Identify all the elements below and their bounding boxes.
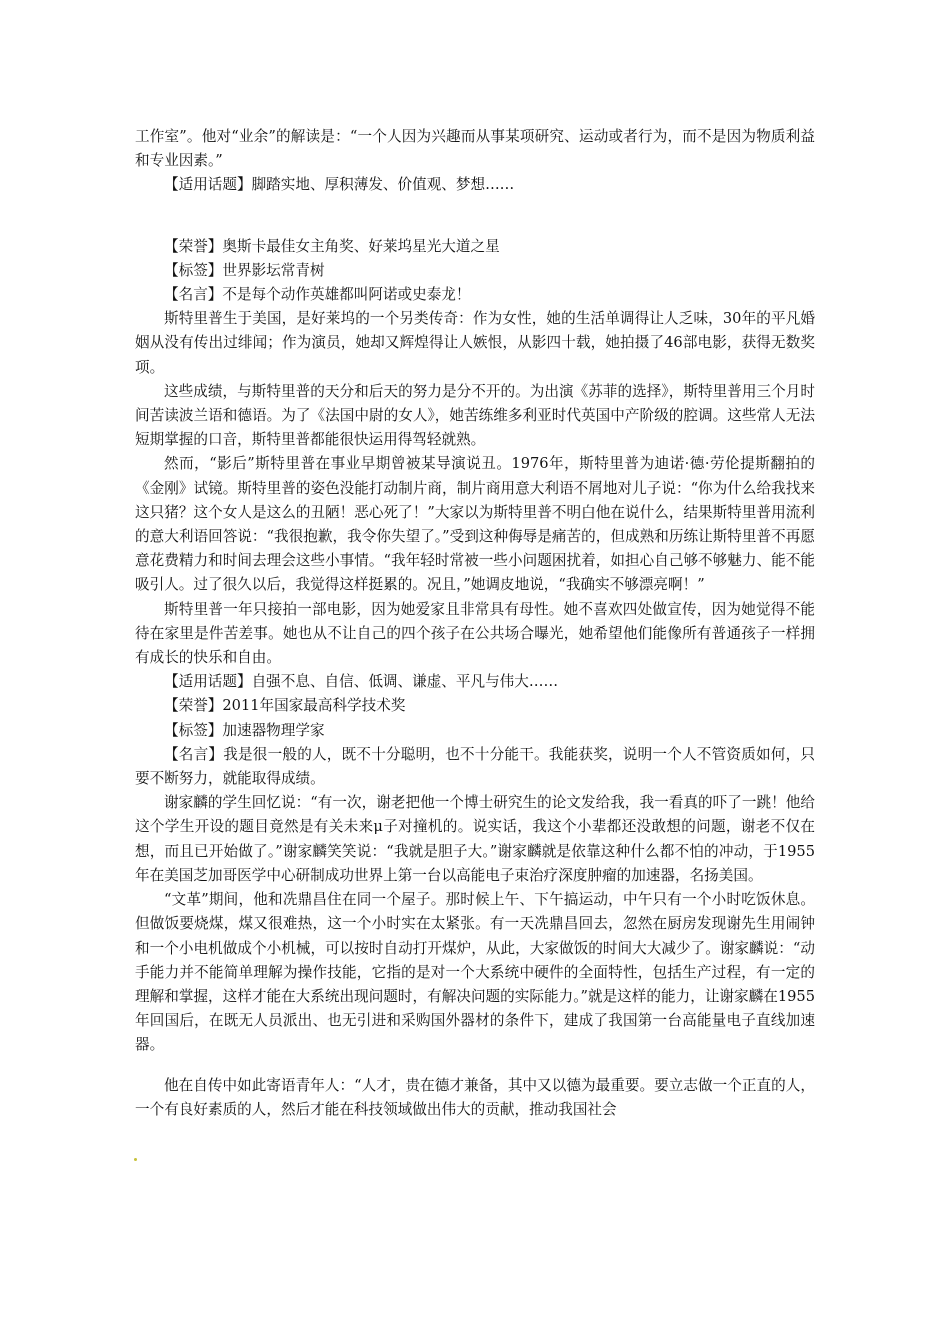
paragraph: 他在自传中如此寄语青年人：“人才，贵在德才兼备，其中又以德为最重要。要立志做一个正直的人，一个有良好素质的人，然后才能在科技领域做出伟大的贡献，推动我国社会: [135, 1076, 815, 1118]
paragraph: 【标签】加速器物理学家: [164, 721, 325, 739]
paragraph: 工作室”。他对“业余”的解读是：“一个人因为兴趣而从事某项研究、运动或者行为，而不是因为物质利益和专业因素。”: [135, 128, 815, 170]
paragraph: 【名言】我是很一般的人，既不十分聪明，也不十分能干。我能获奖，说明一个人不管资质如何，只要不断努力，就能取得成绩。: [135, 745, 815, 788]
paragraph: 这些成绩，与斯特里普的天分和后天的努力是分不开的。为出演《苏菲的选择》，斯特里普用三个月时间苦读波兰语和德语。为了《法国中尉的女人》，她苦练维多利亚时代英国中产阶级的腔调。这些常人无法短期掌握的口音，斯特里普都能很快运用得驾轻就熟。: [135, 382, 815, 449]
paragraph: 【荣誉】2011年国家最高科学技术奖: [164, 697, 406, 715]
paragraph: “文革”期间，他和冼鼎昌住在同一个屋子。那时候上午、下午搞运动，中午只有一个小时吃饭休息。但做饭要烧煤，煤又很难热，这一个小时实在太紧张。有一天冼鼎昌回去，忽然在厨房发现谢先生用闹钟和一个小电机做成个小机械，可以按时自动打开煤炉，从此，大家做饭的时间大大减少了。谢家麟说：“动手能力并不能简单理解为操作技能，它指的是对一个大系统中硬件的全面特性，包括生产过程，有一定的理解和掌握，这样才能在大系统出现问题时，有解决问题的实际能力。”就是这样的能力，让谢家麟在1955年回国后，在既无人员派出、也无引进和采购国外器材的条件下，建成了我国第一台高能量电子直线加速器。: [135, 891, 815, 1054]
stray-mark: [134, 1158, 137, 1161]
paragraph: 【名言】不是每个动作英雄都叫阿诺或史泰龙！: [164, 286, 471, 304]
paragraph: 斯特里普生于美国，是好莱坞的一个另类传奇：作为女性，她的生活单调得让人乏味，30年的平凡婚姻从没有传出过绯闻；作为演员，她却又辉煌得让人嫉恨，从影四十载，她拍摄了46部电影，获得无数奖项。: [135, 310, 815, 376]
paragraph: 【适用话题】脚踏实地、厚积薄发、价值观、梦想……: [164, 176, 515, 194]
paragraph: 谢家麟的学生回忆说：“有一次，谢老把他一个博士研究生的论文发给我，我一看真的吓了一跳！他给这个学生开设的题目竟然是有关未来μ子对撞机的。说实话，我这个小辈都还没敢想的问题，谢老不仅在想，而且已开始做了。”谢家麟笑笑说：“我就是胆子大。”谢家麟就是依靠这种什么都不怕的冲动，于1955年在美国芝加哥医学中心研制成功世界上第一台以高能电子束治疗深度肿瘤的加速器，名扬美国。: [135, 794, 815, 884]
paragraph: 【标签】世界影坛常青树: [164, 261, 325, 279]
paragraph: 然而，“影后”斯特里普在事业早期曾被某导演说丑。1976年，斯特里普为迪诺·德·劳伦提斯翻拍的《金刚》试镜。斯特里普的姿色没能打动制片商，制片商用意大利语不屑地对儿子说：“你为什么给我找来这只猪？这个女人是这么的丑陋！恶心死了！”大家以为斯特里普不明白他在说什么，结果斯特里普用流利的意大利语回答说：“我很抱歉，我令你失望了。”受到这种侮辱是痛苦的，但成熟和历练让斯特里普不再愿意花费精力和时间去理会这些小事情。“我年轻时常被一些小问题困扰着，如担心自己够不够魅力、能不能吸引人。过了很久以后，我觉得这样挺累的。况且，”她调皮地说，“我确实不够漂亮啊！”: [135, 455, 815, 594]
spacer: [135, 1058, 815, 1074]
paragraph: 【适用话题】自强不息、自信、低调、谦虚、平凡与伟大……: [164, 673, 559, 691]
spacer: [135, 198, 815, 235]
paragraph: 斯特里普一年只接拍一部电影，因为她爱家且非常具有母性。她不喜欢四处做宣传，因为她觉得不能待在家里是件苦差事。她也从不让自己的四个孩子在公共场合曝光，她希望他们能像所有普通孩子一样拥有成长的快乐和自由。: [135, 600, 815, 667]
text-column: [135, 125, 815, 1122]
paragraph: 【荣誉】奥斯卡最佳女主角奖、好莱坞星光大道之星: [164, 237, 500, 255]
